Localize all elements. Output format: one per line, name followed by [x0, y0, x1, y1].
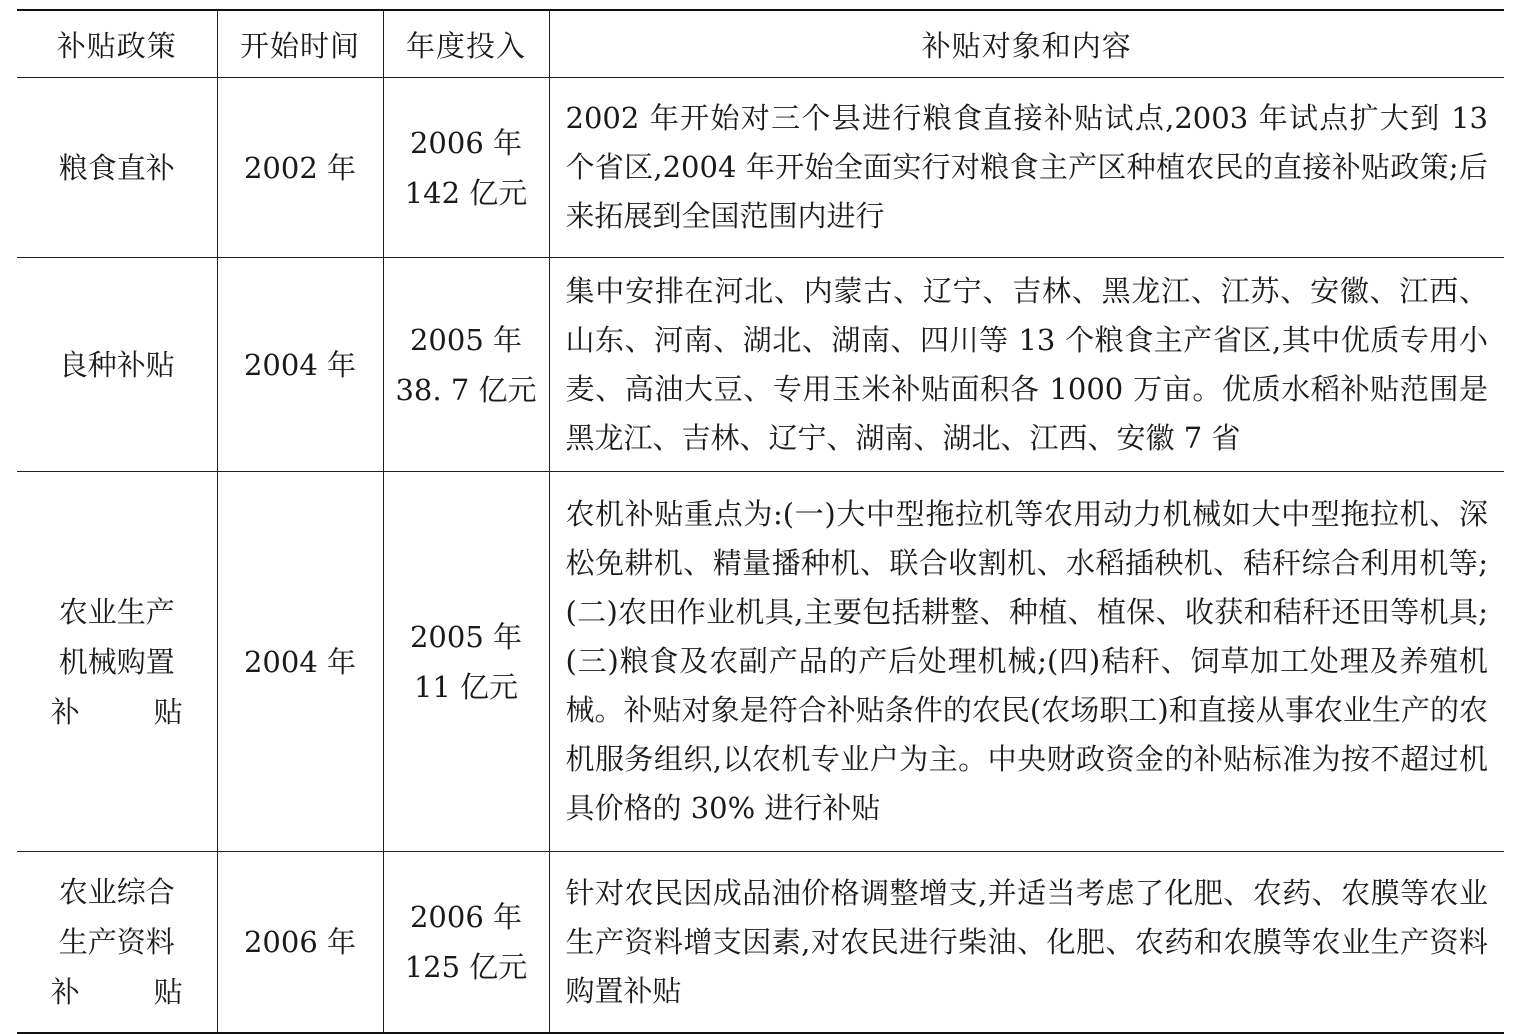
policy-name-line: 农业综合 — [58, 875, 175, 909]
start-time-cell: 2002 年 — [217, 78, 383, 258]
table-row — [17, 258, 1504, 472]
policy-name-char: 补 — [50, 975, 80, 1009]
policy-name-line: 机械购置 — [58, 644, 175, 679]
policy-name-spread-line — [51, 967, 183, 1017]
content-cell: 2002 年开始对三个县进行粮食直接补贴试点,2003 年试点扩大到 13 个省区,2004 年开始全面实行对粮食主产区种植农民的直接补贴政策;后来拓展到全国范围内进行 — [549, 78, 1504, 258]
table-body — [17, 78, 1504, 1034]
investment-year: 2005 年 — [409, 619, 523, 654]
header-annual-investment: 年度投入 — [383, 10, 549, 78]
policy-name-spread-line — [51, 687, 183, 737]
header-start-time: 开始时间 — [217, 10, 383, 78]
table-header — [17, 10, 1504, 78]
investment-cell — [383, 78, 549, 258]
start-time-cell: 2006 年 — [217, 852, 383, 1034]
content-cell: 集中安排在河北、内蒙古、辽宁、吉林、黑龙江、江苏、安徽、江西、山东、河南、湖北、湖南、四川等 13 个粮食主产省区,其中优质专用小麦、高油大豆、专用玉米补贴面积各 1000 万亩。优质水稻补贴范围是黑龙江、吉林、辽宁、湖南、湖北、江西、安徽 7 省 — [549, 258, 1504, 472]
subsidy-policy-table — [17, 9, 1504, 1034]
investment-amount: 11 亿元 — [413, 669, 519, 704]
investment-year: 2006 年 — [409, 900, 523, 934]
policy-cell — [17, 852, 217, 1034]
header-policy: 补贴政策 — [17, 10, 217, 78]
header-row — [17, 10, 1504, 78]
investment-amount: 125 亿元 — [404, 950, 528, 984]
investment-year: 2006 年 — [409, 125, 523, 160]
investment-year: 2005 年 — [409, 322, 523, 357]
content-cell: 针对农民因成品油价格调整增支,并适当考虑了化肥、农药、农膜等农业生产资料增支因素,对农民进行柴油、化肥、农药和农膜等农业生产资料购置补贴 — [549, 852, 1504, 1034]
policy-name-line: 农业生产 — [58, 594, 175, 629]
policy-name-line: 良种补贴 — [58, 347, 175, 382]
investment-cell — [383, 258, 549, 472]
start-time-cell: 2004 年 — [217, 472, 383, 852]
policy-cell — [17, 258, 217, 472]
policy-cell — [17, 78, 217, 258]
header-content: 补贴对象和内容 — [549, 10, 1504, 78]
table-row — [17, 472, 1504, 852]
policy-name-char: 贴 — [153, 694, 183, 729]
policy-name-char: 补 — [50, 694, 80, 729]
investment-amount: 142 亿元 — [404, 175, 528, 210]
policy-name-char: 贴 — [153, 975, 183, 1009]
table-row — [17, 852, 1504, 1034]
policy-name-line: 生产资料 — [58, 925, 175, 959]
investment-cell — [383, 852, 549, 1034]
investment-amount: 38. 7 亿元 — [395, 372, 537, 407]
policy-cell — [17, 472, 217, 852]
start-time-cell: 2004 年 — [217, 258, 383, 472]
investment-cell — [383, 472, 549, 852]
policy-name-line: 粮食直补 — [58, 150, 175, 185]
table-row — [17, 78, 1504, 258]
content-cell: 农机补贴重点为:(一)大中型拖拉机等农用动力机械如大中型拖拉机、深松免耕机、精量播种机、联合收割机、水稻插秧机、秸秆综合利用机等;(二)农田作业机具,主要包括耕整、种植、植保、收获和秸秆还田等机具;(三)粮食及农副产品的产后处理机械;(四)秸秆、饲草加工处理及养殖机械。补贴对象是符合补贴条件的农民(农场职工)和直接从事农业生产的农机服务组织,以农机专业户为主。中央财政资金的补贴标准为按不超过机具价格的 30% 进行补贴 — [549, 472, 1504, 852]
